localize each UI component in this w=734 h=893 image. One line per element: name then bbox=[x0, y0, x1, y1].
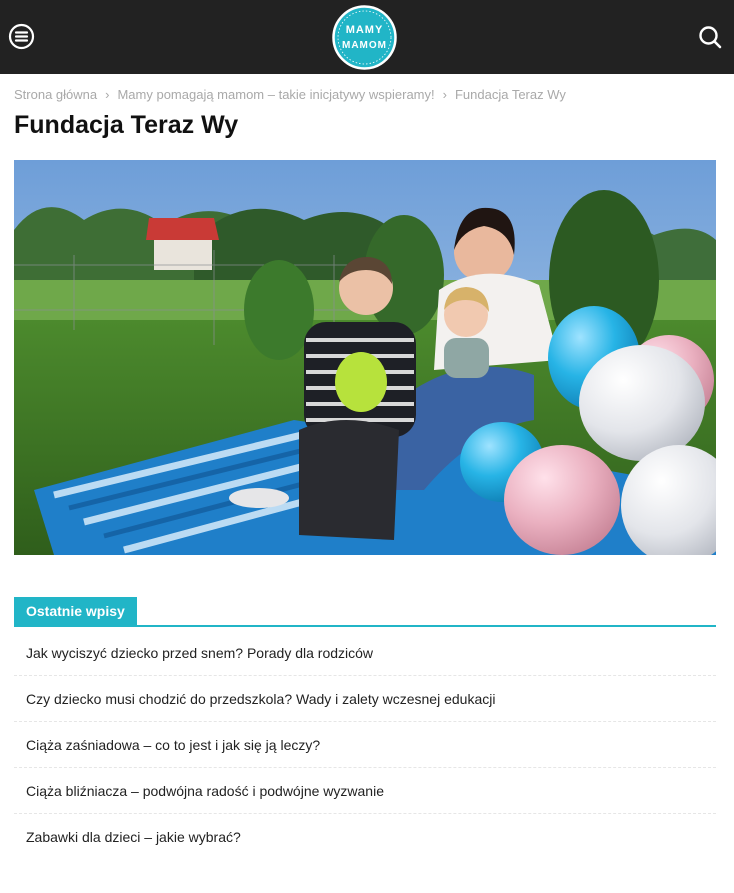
recent-posts-widget-header bbox=[14, 597, 716, 627]
breadcrumb-link-home[interactable]: Strona główna bbox=[14, 87, 98, 102]
list-item bbox=[14, 676, 716, 722]
breadcrumb-separator: › bbox=[105, 87, 110, 102]
logo-text-top: MAMY bbox=[345, 24, 384, 36]
site-logo[interactable] bbox=[332, 5, 397, 70]
post-link[interactable]: Zabawki dla dzieci – jakie wybrać? bbox=[26, 829, 241, 845]
breadcrumb bbox=[14, 87, 720, 102]
logo-text-bottom: MAMOM bbox=[342, 40, 387, 51]
list-item bbox=[14, 722, 716, 768]
hamburger-menu-icon[interactable] bbox=[8, 23, 35, 50]
list-item bbox=[14, 630, 716, 676]
list-item bbox=[14, 768, 716, 814]
top-navigation-bar bbox=[0, 0, 734, 74]
page-title: Fundacja Teraz Wy bbox=[14, 111, 239, 139]
breadcrumb-link-category[interactable]: Mamy pomagają mamom – takie inicjatywy wspieramy! bbox=[117, 87, 435, 102]
breadcrumb-current: Fundacja Teraz Wy bbox=[454, 87, 566, 102]
featured-image bbox=[14, 160, 716, 555]
post-link[interactable]: Jak wyciszyć dziecko przed snem? Porady dla rodziców bbox=[26, 645, 374, 661]
list-item bbox=[14, 814, 716, 860]
recent-posts-list bbox=[14, 630, 716, 860]
widget-title: Ostatnie wpisy bbox=[14, 597, 137, 625]
post-link[interactable]: Ciąża bliźniacza – podwójna radość i podwójne wyzwanie bbox=[26, 783, 384, 799]
breadcrumb-separator: › bbox=[442, 87, 447, 102]
post-link[interactable]: Ciąża zaśniadowa – co to jest i jak się ją leczy? bbox=[26, 737, 321, 753]
search-icon[interactable] bbox=[698, 25, 722, 49]
post-link[interactable]: Czy dziecko musi chodzić do przedszkola? Wady i zalety wczesnej edukacji bbox=[26, 691, 496, 707]
